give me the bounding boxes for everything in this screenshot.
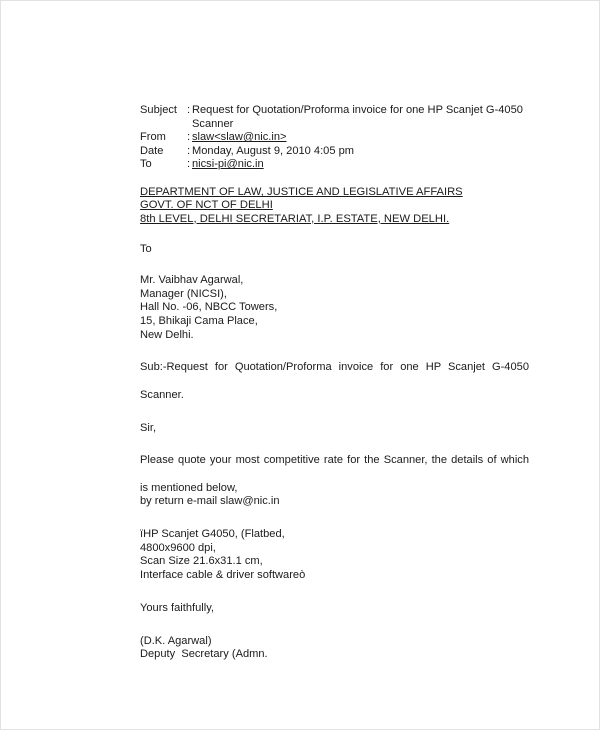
email-header-colon-date: : bbox=[187, 144, 191, 157]
department-heading bbox=[140, 186, 530, 226]
email-header-label-date: Date bbox=[140, 144, 164, 157]
specification-list bbox=[140, 528, 530, 583]
department-heading-line-3 bbox=[140, 213, 530, 226]
signer-title: Deputy Secretary (Admn. bbox=[140, 648, 268, 661]
signer-name: (D.K. Agarwal) bbox=[140, 634, 212, 647]
valediction: Yours faithfully, bbox=[140, 601, 214, 614]
email-header-value-from[interactable]: slaw<slaw@nic.in> bbox=[192, 131, 287, 144]
subject-line-1: Sub:-Request for Quotation/Proforma invoice for one HP Scanjet G-4050 bbox=[140, 361, 529, 374]
addressee-line-5: New Delhi. bbox=[140, 328, 194, 341]
email-header-row-date bbox=[140, 145, 530, 159]
department-heading-line-1 bbox=[140, 186, 530, 199]
body-line-1: Please quote your most competitive rate for the Scanner, the details of which bbox=[140, 454, 529, 467]
email-header-label-from: From bbox=[140, 131, 166, 144]
salutation-block bbox=[140, 422, 530, 436]
addressee-line-2: Manager (NICSI), bbox=[140, 287, 227, 300]
body-line-2: is mentioned below, bbox=[140, 481, 238, 494]
specification-line-2: 4800x9600 dpi, bbox=[140, 541, 216, 554]
department-heading-line-2 bbox=[140, 199, 530, 212]
department-heading-text-2: GOVT. OF NCT OF DELHI bbox=[140, 199, 273, 212]
email-header-row-subject bbox=[140, 104, 530, 131]
email-header-colon-subject: : bbox=[187, 104, 191, 116]
salutation: Sir, bbox=[140, 421, 157, 434]
department-heading-text-1: DEPARTMENT OF LAW, JUSTICE AND LEGISLATIVE AFFAIRS bbox=[140, 185, 463, 198]
email-header-label-subject: Subject bbox=[140, 104, 178, 116]
addressee-block bbox=[140, 274, 530, 343]
subject-line-2: Scanner. bbox=[140, 388, 184, 401]
email-header-label-to: To bbox=[140, 158, 152, 171]
subject-line-block bbox=[140, 361, 529, 402]
addressee-line-1: Mr. Vaibhav Agarwal, bbox=[140, 273, 244, 286]
email-header-colon-from: : bbox=[187, 131, 191, 144]
body-paragraph bbox=[140, 454, 529, 509]
valediction-block bbox=[140, 602, 530, 616]
addressee-to-label-block bbox=[140, 243, 530, 257]
department-heading-text-3: 8th LEVEL, DELHI SECRETARIAT, I.P. ESTATE, NEW DELHI. bbox=[140, 212, 450, 225]
email-header-row-to bbox=[140, 158, 530, 172]
specification-line-3: Scan Size 21.6x31.1 cm, bbox=[140, 555, 263, 568]
specification-line-1: ïHP Scanjet G4050, (Flatbed, bbox=[140, 528, 285, 541]
addressee-to-label: To bbox=[140, 243, 152, 256]
email-header-value-subject: Request for Quotation/Proforma invoice for one HP Scanjet G-4050 Scanner bbox=[192, 104, 523, 130]
body-line-3: by return e-mail slaw@nic.in bbox=[140, 495, 280, 508]
email-header bbox=[140, 104, 530, 172]
email-header-value-date: Monday, August 9, 2010 4:05 pm bbox=[192, 144, 354, 157]
email-header-colon-to: : bbox=[187, 158, 191, 171]
signature-block bbox=[140, 635, 530, 662]
letter-body bbox=[140, 104, 530, 662]
addressee-line-3: Hall No. -06, NBCC Towers, bbox=[140, 301, 278, 314]
specification-line-4: Interface cable & driver softwareò bbox=[140, 569, 306, 582]
email-header-value-to[interactable]: nicsi-pi@nic.in bbox=[192, 158, 264, 171]
email-header-row-from bbox=[140, 131, 530, 145]
addressee-line-4: 15, Bhikaji Cama Place, bbox=[140, 315, 258, 327]
